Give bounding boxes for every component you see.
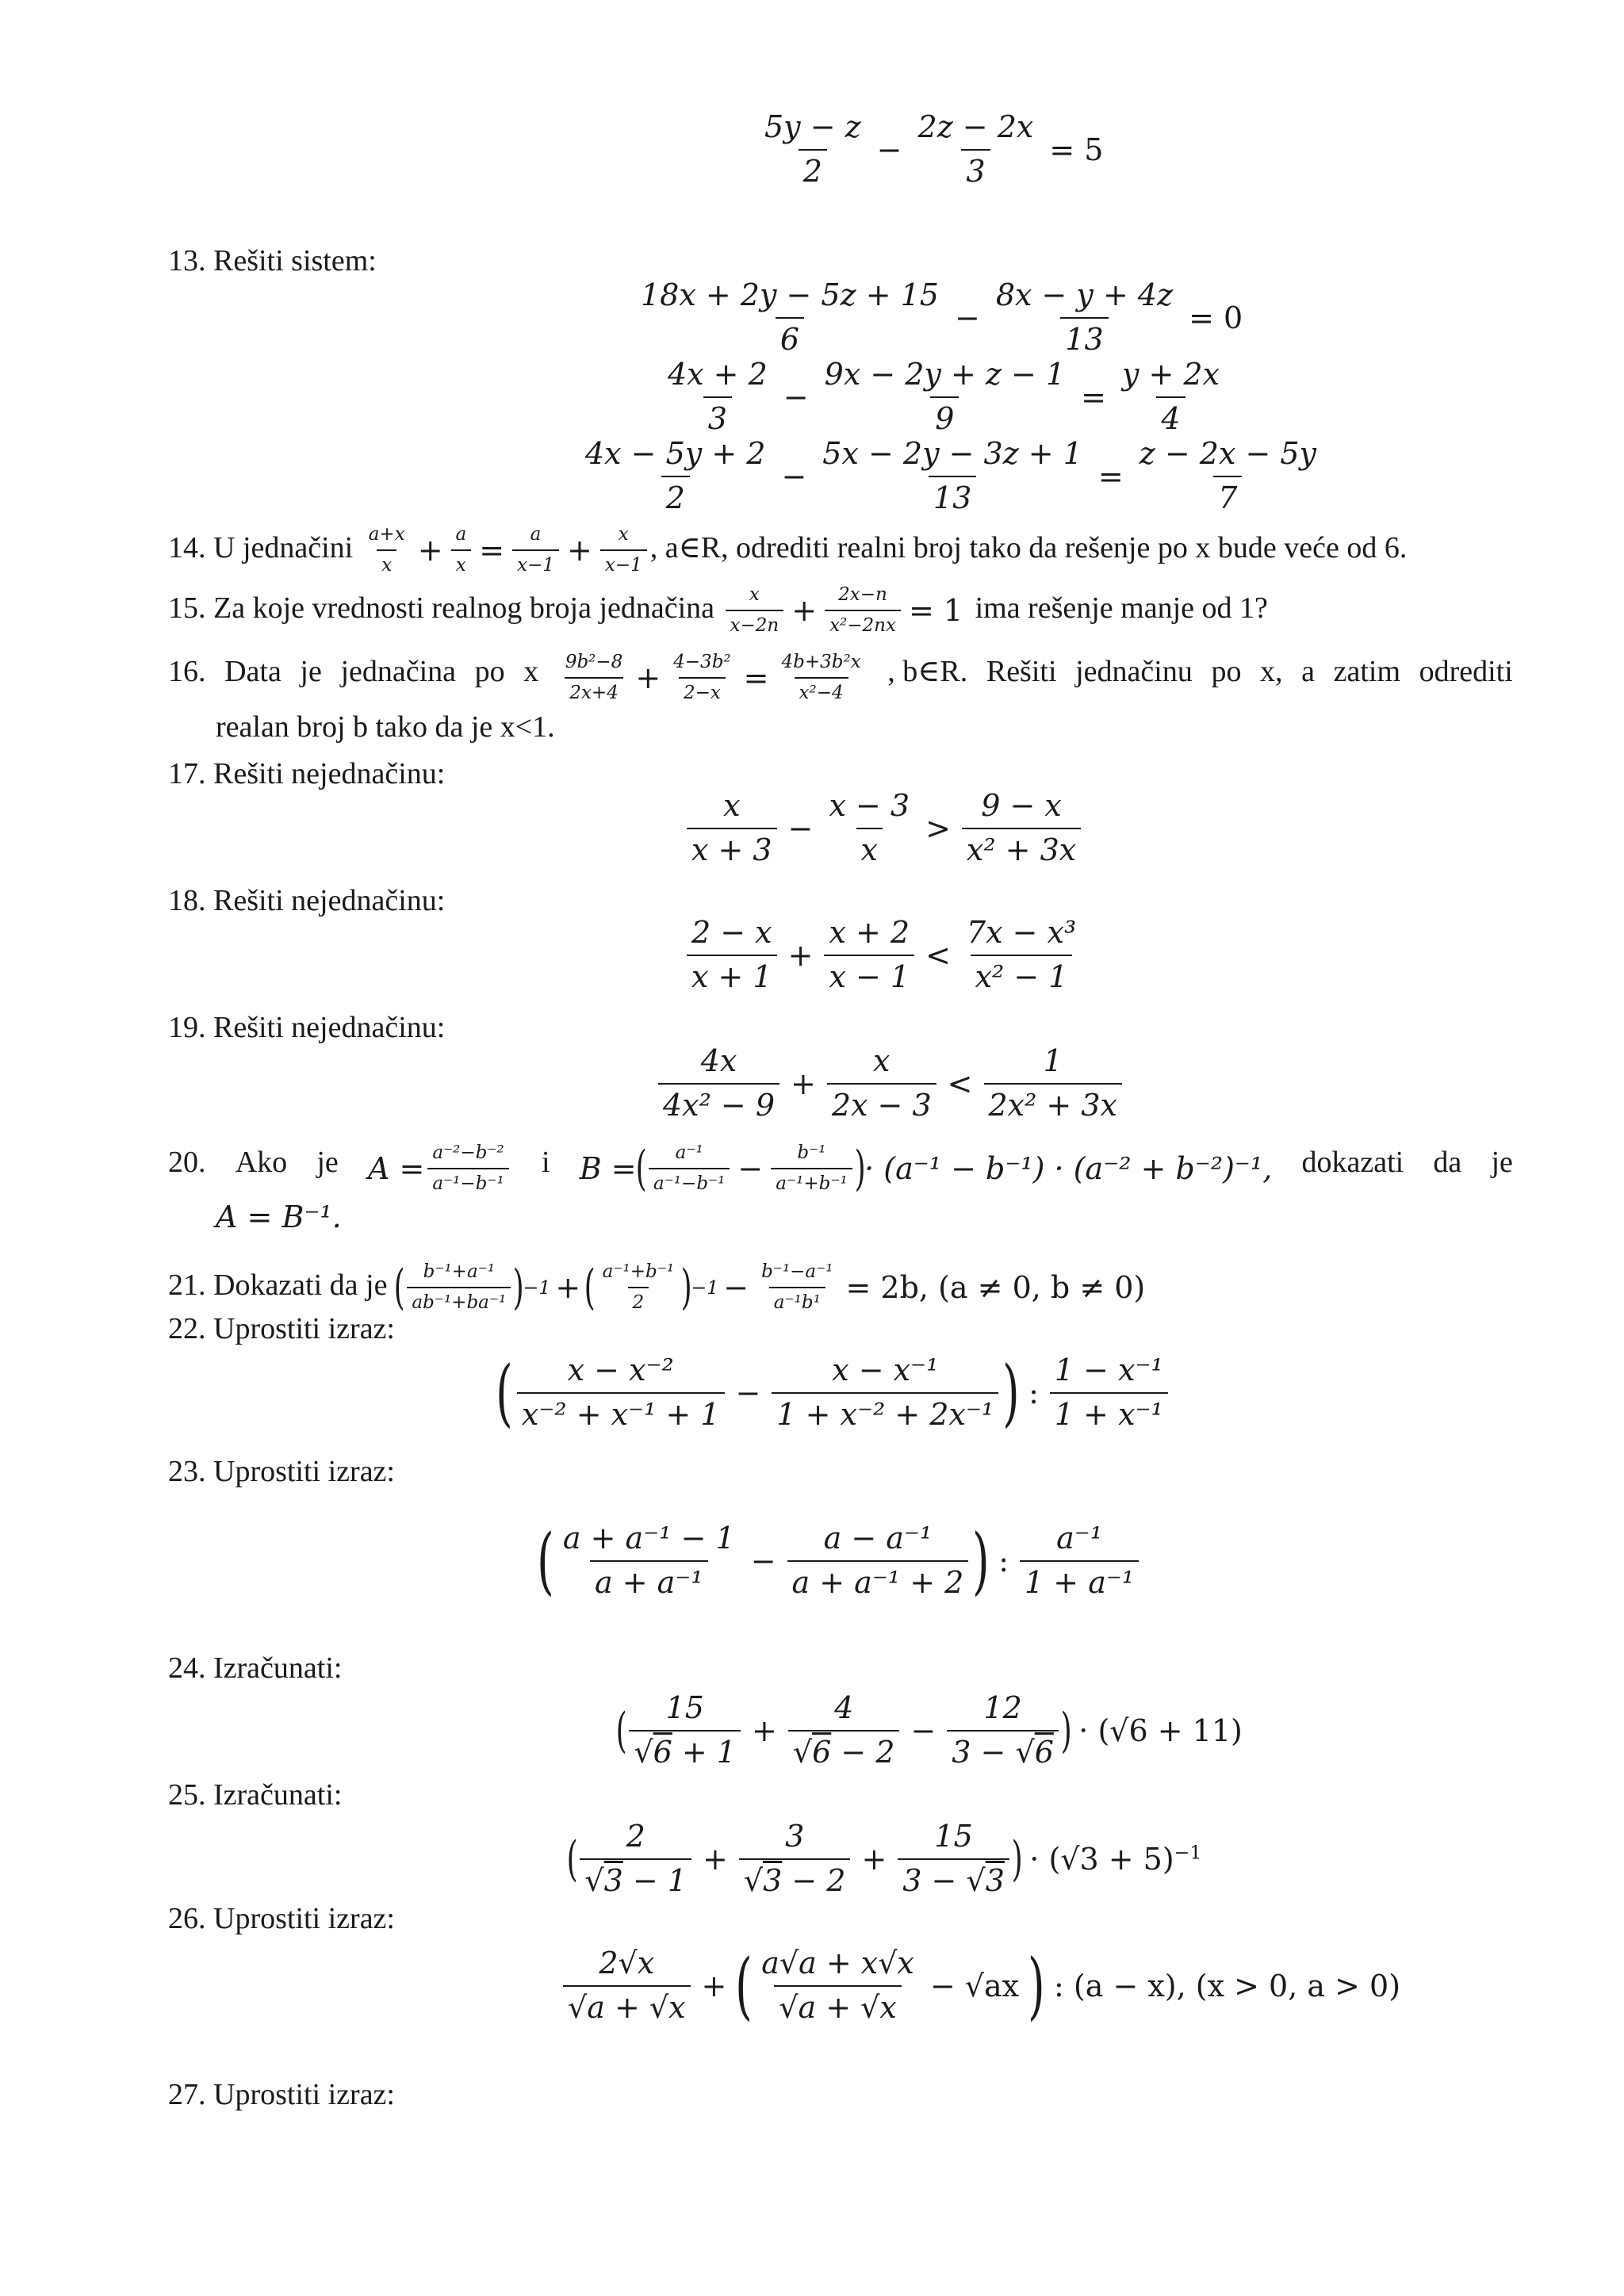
problem-22-label: 22. Uprostiti izraz: bbox=[168, 1312, 395, 1345]
problem-19-inequality: $\frac{4x}{\text{4x² − 9}}$ + $\frac{x}{2x - 3}$ < $\frac{1}{\text{2x² + 3x}}$ bbox=[655, 1045, 1125, 1123]
problem-18-label: 18. Rešiti nejednačinu: bbox=[168, 884, 446, 917]
problem-13-label: 13. Rešiti sistem: bbox=[168, 244, 377, 277]
problem-16: 16. Data je jednačina po x $\frac{\text{9b²−8}}{2x+4}$ + $\frac{\text{4−3b²}}{2-x}$ = $\frac{\text{4b+3b²x}}{\text{x²−4}}$ , b∈R. Rešiti jednačinu po x, a zatim odrediti bbox=[168, 652, 1513, 704]
problem-21: 21. Dokazati da je ( $\frac{\text{b⁻¹+a⁻¹}}{\text{ab⁻¹+ba⁻¹}}$ ) −1 + ( $\frac{\text{a⁻¹+b⁻¹}}{2}$ ) −1 − $\frac{\text{b⁻¹−a⁻¹}}{\text{a⁻¹b¹}}$ = 2b, (a ≠ 0, b ≠ 0) bbox=[168, 1260, 1146, 1316]
problem-25-label: 25. Izračunati: bbox=[168, 1778, 343, 1812]
problem-14: 14. U jednačini $\frac{a+x}{x}$ + $\frac{a}{x}$ = $\frac{a}{x-1}$ + $\frac{x}{x-1}$ , a∈R, odrediti realni broj tako da rešenje po x bude veće od 6. bbox=[168, 524, 1408, 576]
problem-23-expression: ( $\frac{\text{a + a⁻¹ − 1}}{\text{a + a⁻¹}}$ − $\frac{\text{a − a⁻¹}}{\text{a + a⁻¹ + 2}}$ ) : $\frac{\text{a⁻¹}}{\text{1 + a⁻¹}}$ bbox=[536, 1522, 1142, 1600]
problem-24-label: 24. Izračunati: bbox=[168, 1651, 343, 1685]
problem-16-continuation: realan broj b tako da je x<1. bbox=[216, 710, 555, 744]
problem-25-expression: ( $\frac{2}{√3 - 1}$ + $\frac{3}{√3 - 2}$ + $\frac{15}{3 - √3}$ ) · $(√3 + 5)^{-1}$ bbox=[566, 1819, 1202, 1898]
problem-26-expression: $\frac{2√x}{√a + √x}$ + ( $\frac{a√a + x√x}{√a + √x}$ − √ax ) : (a − x), (x > 0, a > 0) bbox=[560, 1947, 1408, 2025]
problem-18-inequality: $\frac{2 - x}{x + 1}$ + $\frac{x + 2}{x - 1}$ < $\frac{\text{7x − x³}}{\text{x² − 1}}$ bbox=[684, 916, 1084, 994]
problem-13-eq-3: $\frac{4x - 5y + 2}{2}$ − $\frac{5x - 2y - 3z + 1}{13}$ = $\frac{z - 2x - 5y}{7}$ bbox=[585, 436, 1317, 515]
problem-13-eq-2: $\frac{4x + 2}{3}$ − $\frac{9x - 2y + z - 1}{9}$ = $\frac{y + 2x}{4}$ bbox=[668, 357, 1220, 436]
problem-27-label: 27. Uprostiti izraz: bbox=[168, 2078, 395, 2111]
top-equation: $\frac{5y - z}{2}$ − $\frac{2z - 2x}{3}$ = 5 bbox=[764, 109, 1104, 189]
problem-26-label: 26. Uprostiti izraz: bbox=[168, 1902, 395, 1935]
problem-17-label: 17. Rešiti nejednačinu: bbox=[168, 757, 446, 790]
problem-20: 20. Ako je A = $\frac{\text{a⁻²−b⁻²}}{\text{a⁻¹−b⁻¹}}$ i B = ( $\frac{\text{a⁻¹}}{\text{a⁻¹−b⁻¹}}$ − $\frac{\text{b⁻¹}}{\text{a⁻¹+b⁻¹}}$ ) · (a⁻¹ − b⁻¹) · (a⁻² + b⁻²)⁻¹, dokazati da je bbox=[168, 1141, 1513, 1197]
problem-20-continuation: A = B⁻¹. bbox=[216, 1200, 342, 1235]
problem-24-expression: ( $\frac{15}{√6 + 1}$ + $\frac{4}{√6 - 2}$ − $\frac{12}{3 - √6}$ ) · (√6 + 11) bbox=[615, 1690, 1243, 1770]
problem-13-eq-1: $\frac{18x + 2y - 5z + 15}{6}$ − $\frac{8x - y + 4z}{13}$ = 0 bbox=[641, 277, 1243, 357]
problem-22-expression: ( $\frac{\text{x − x⁻²}}{\text{x⁻² + x⁻¹ + 1}}$ − $\frac{\text{x − x⁻¹}}{\text{1 + x⁻² + 2x⁻¹}}$ ) : $\frac{\text{1 − x⁻¹}}{\text{1 + x⁻¹}}$ bbox=[495, 1354, 1171, 1432]
problem-15: 15. Za koje vrednosti realnog broja jednačina $\frac{x}{x-2n}$ + $\frac{2x-n}{\text{x²−2nx}}$ = 1 ima rešenje manje od 1? bbox=[168, 584, 1268, 637]
problem-23-label: 23. Uprostiti izraz: bbox=[168, 1455, 395, 1488]
problem-19-label: 19. Rešiti nejednačinu: bbox=[168, 1011, 446, 1044]
problem-17-inequality: $\frac{x}{x + 3}$ − $\frac{x - 3}{x}$ > $\frac{9 - x}{\text{x² + 3x}}$ bbox=[684, 790, 1084, 867]
